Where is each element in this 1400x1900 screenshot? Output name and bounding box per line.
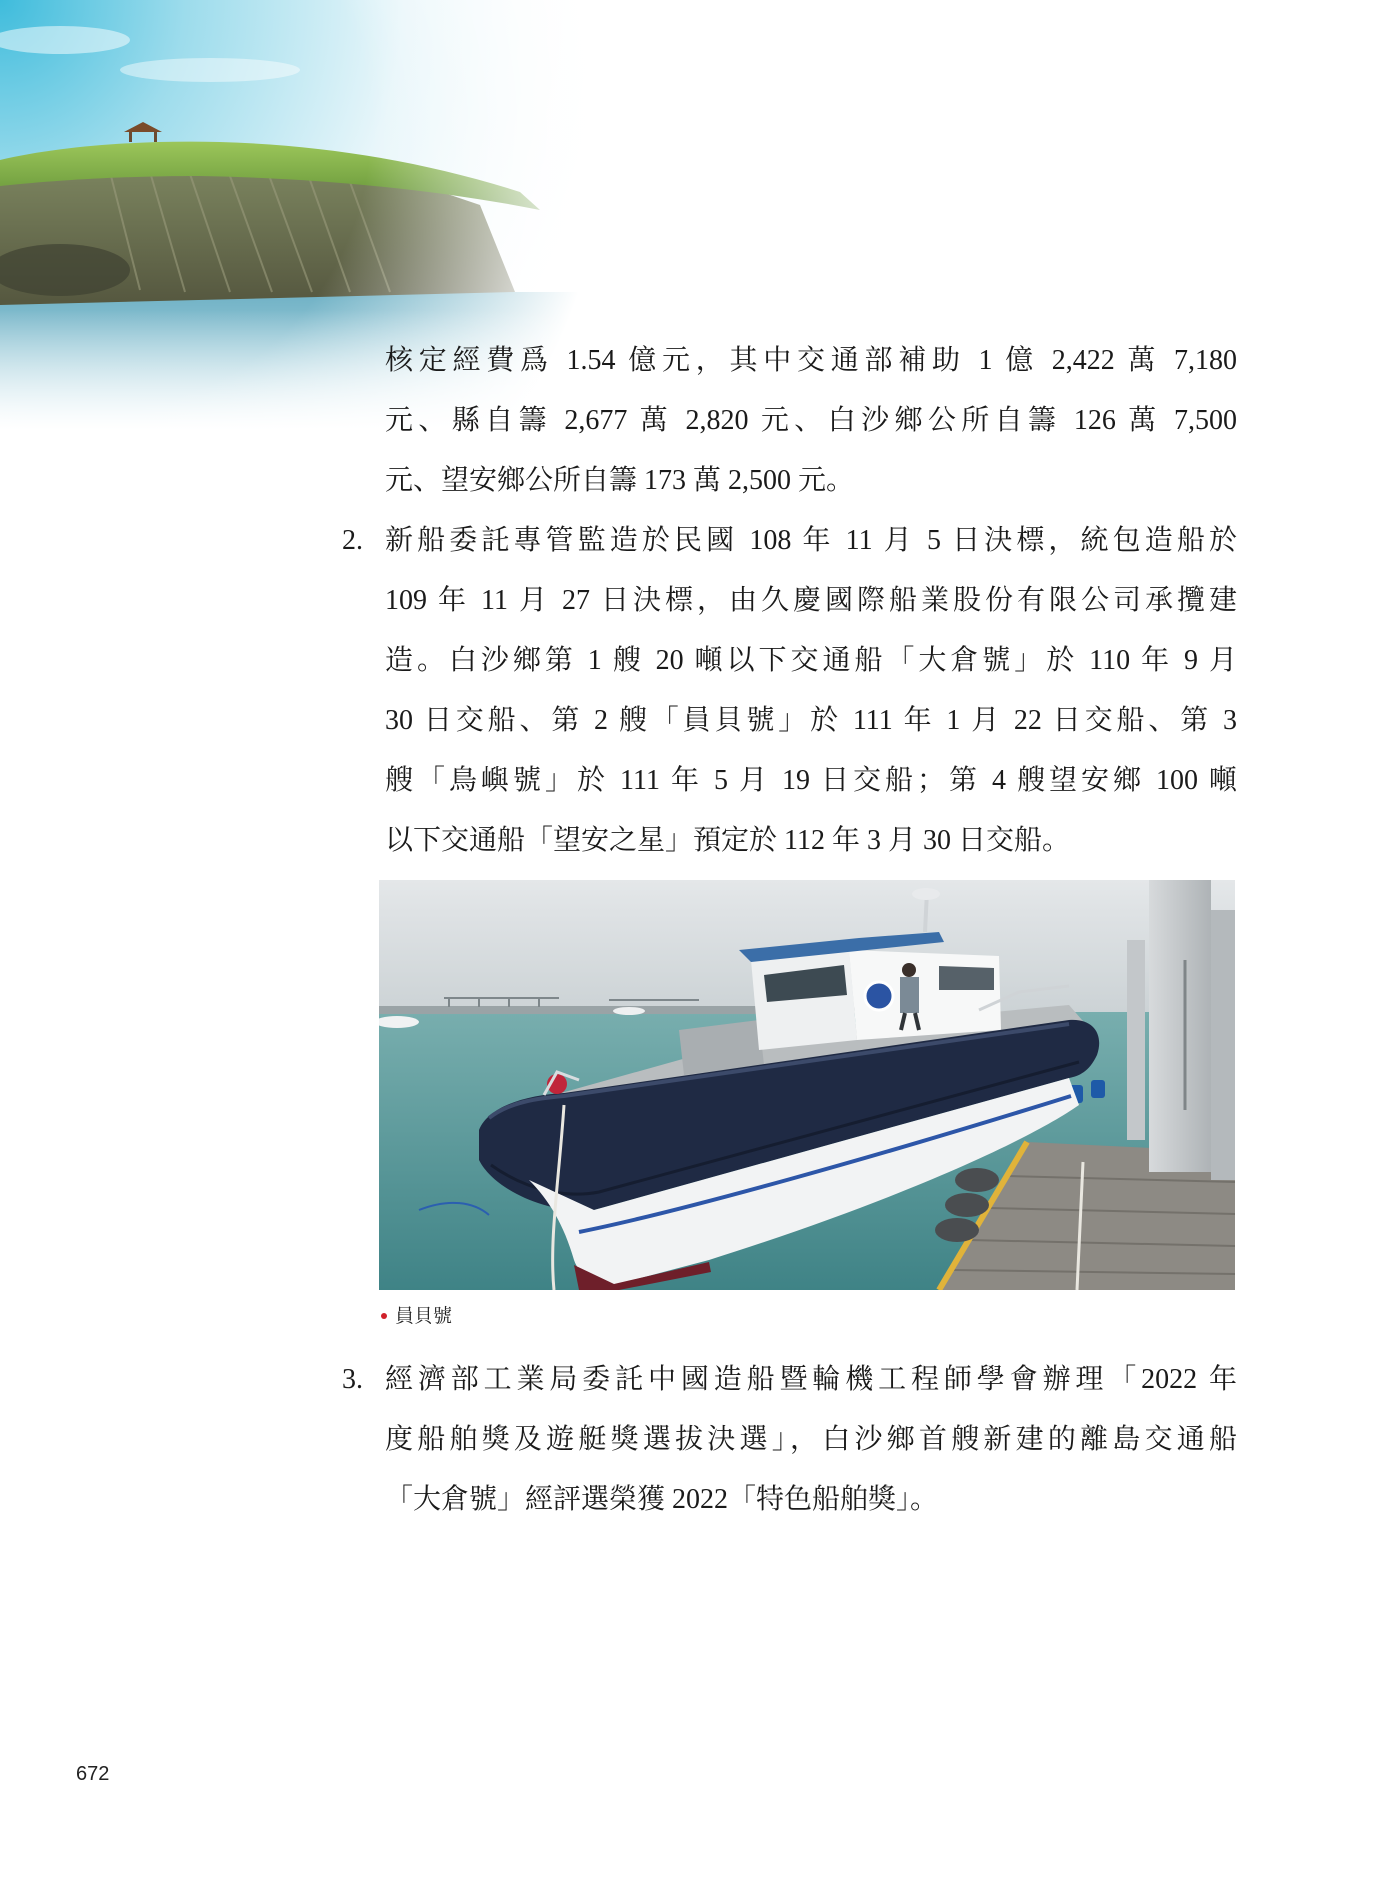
page-number: 672 — [76, 1763, 110, 1785]
caption-text: 員貝號 — [395, 1305, 453, 1327]
text-line: 核定經費爲 1.54 億元，其中交通部補助 1 億 2,422 萬 7,180 — [385, 345, 1237, 376]
text-line: 度船舶獎及遊艇獎選拔決選」，白沙鄉首艘新建的離島交通船 — [385, 1424, 1237, 1455]
text-line: 元、縣自籌 2,677 萬 2,820 元、白沙鄉公所自籌 126 萬 7,500 — [385, 405, 1237, 436]
boat-photo — [379, 880, 1235, 1290]
text-line: 元、望安鄉公所自籌 173 萬 2,500 元。 — [385, 465, 855, 496]
text-line: 造。白沙鄉第 1 艘 20 噸以下交通船「大倉號」於 110 年 9 月 — [385, 645, 1237, 676]
text-line: 「大倉號」經評選榮獲 2022「特色船舶獎」。 — [385, 1484, 939, 1515]
list-item — [342, 1350, 1237, 1530]
item-number: 3. — [342, 1364, 363, 1395]
intro-paragraph — [385, 331, 1237, 511]
caption-bullet-icon — [381, 1313, 387, 1319]
text-line: 經濟部工業局委託中國造船暨輪機工程師學會辦理「2022 年 — [385, 1364, 1237, 1395]
text-line: 以下交通船「望安之星」預定於 112 年 3 月 30 日交船。 — [385, 825, 1070, 856]
text-line: 新船委託專管監造於民國 108 年 11 月 5 日決標，統包造船於 — [385, 525, 1237, 556]
text-line: 30 日交船、第 2 艘「員貝號」於 111 年 1 月 22 日交船、第 3 — [385, 705, 1237, 736]
text-line: 艘「鳥嶼號」於 111 年 5 月 19 日交船；第 4 艘望安鄉 100 噸 — [385, 765, 1237, 796]
text-line: 109 年 11 月 27 日決標，由久慶國際船業股份有限公司承攬建 — [385, 585, 1237, 616]
figure-caption — [379, 1302, 452, 1330]
item-number: 2. — [342, 525, 363, 556]
list-item — [342, 511, 1237, 871]
